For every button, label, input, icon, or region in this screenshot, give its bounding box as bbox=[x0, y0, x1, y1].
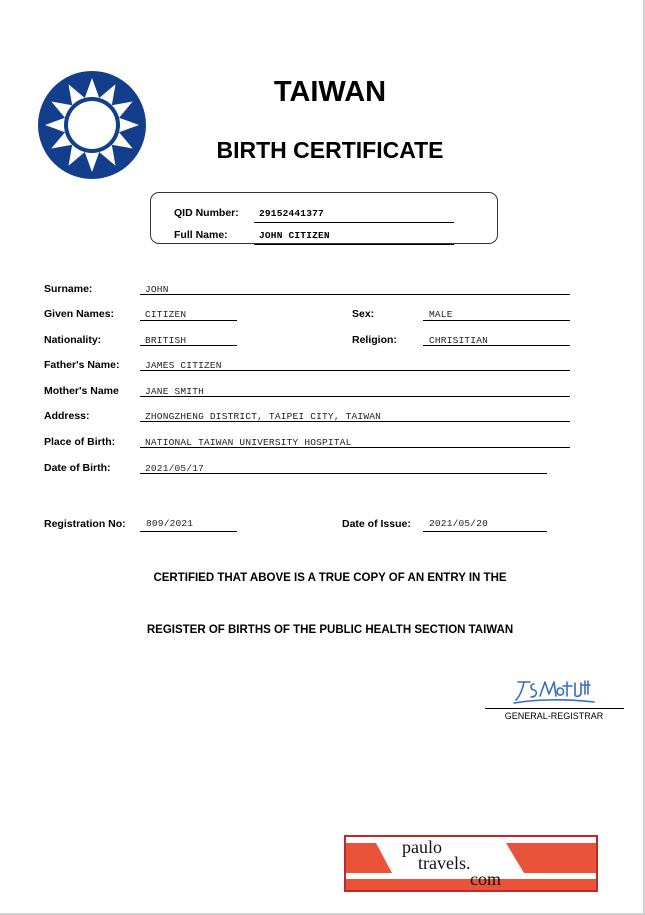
sex-underline bbox=[423, 320, 570, 321]
religion-value: CHRISITIAN bbox=[429, 335, 489, 346]
registrar-title: GENERAL-REGISTRAR bbox=[504, 711, 604, 721]
surname-label: Surname: bbox=[44, 283, 93, 295]
qid-underline bbox=[254, 222, 454, 223]
date-of-issue-label: Date of Issue: bbox=[342, 518, 411, 530]
registrar-signature-icon bbox=[512, 676, 596, 706]
address-underline bbox=[140, 421, 570, 422]
paulo-travels-logo bbox=[344, 835, 598, 892]
certification-line-2: REGISTER OF BIRTHS OF THE PUBLIC HEALTH SECTION TAIWAN bbox=[146, 624, 514, 636]
full-name-label: Full Name: bbox=[174, 229, 228, 241]
date-of-birth-underline bbox=[140, 473, 547, 474]
qid-label: QID Number: bbox=[174, 207, 239, 219]
place-of-birth-underline bbox=[140, 447, 570, 448]
religion-underline bbox=[423, 345, 570, 346]
signature-line bbox=[485, 708, 624, 709]
given-names-value: CITIZEN bbox=[145, 309, 187, 320]
place-of-birth-label: Place of Birth: bbox=[44, 436, 116, 448]
date-of-birth-value: 2021/05/17 bbox=[145, 463, 205, 474]
mother-name-underline bbox=[140, 396, 570, 397]
mother-name-label: Mother's Name bbox=[44, 385, 119, 397]
sex-label: Sex: bbox=[352, 308, 375, 320]
full-name-value: JOHN CITIZEN bbox=[259, 230, 330, 241]
nationality-underline bbox=[140, 345, 237, 346]
father-name-underline bbox=[140, 370, 570, 371]
surname-underline bbox=[140, 294, 570, 295]
nationality-label: Nationality: bbox=[44, 334, 102, 346]
country-title: TAIWAN bbox=[273, 76, 387, 108]
date-of-issue-value: 2021/05/20 bbox=[429, 518, 489, 529]
mother-name-value: JANE SMITH bbox=[145, 386, 205, 397]
address-value: ZHONGZHENG DISTRICT, TAIPEI CITY, TAIWAN bbox=[145, 411, 382, 422]
logo-text-line-2: travels. bbox=[418, 853, 471, 873]
certification-line-1: CERTIFIED THAT ABOVE IS A TRUE COPY OF AN ENTRY IN THE bbox=[153, 572, 507, 584]
father-name-value: JAMES CITIZEN bbox=[145, 360, 222, 371]
qid-value: 29152441377 bbox=[259, 208, 324, 219]
given-names-underline bbox=[140, 320, 237, 321]
logo-text-line-3: com bbox=[470, 869, 501, 889]
sex-value: MALE bbox=[429, 309, 453, 320]
full-name-underline bbox=[254, 244, 454, 245]
address-label: Address: bbox=[44, 410, 90, 422]
place-of-birth-value: NATIONAL TAIWAN UNIVERSITY HOSPITAL bbox=[145, 437, 352, 448]
date-of-issue-underline bbox=[423, 531, 547, 532]
document-title: BIRTH CERTIFICATE bbox=[216, 137, 444, 163]
registration-no-underline bbox=[140, 531, 237, 532]
religion-label: Religion: bbox=[352, 334, 397, 346]
registration-no-value: 809/2021 bbox=[146, 518, 194, 529]
logo-text-line-1: paulo bbox=[402, 837, 442, 857]
given-names-label: Given Names: bbox=[44, 308, 115, 320]
surname-value: JOHN bbox=[145, 284, 169, 295]
nationality-value: BRITISH bbox=[145, 335, 187, 346]
registration-no-label: Registration No: bbox=[44, 518, 126, 530]
father-name-label: Father's Name: bbox=[44, 359, 120, 371]
date-of-birth-label: Date of Birth: bbox=[44, 462, 111, 474]
blue-sky-white-sun-emblem-icon bbox=[38, 71, 146, 179]
